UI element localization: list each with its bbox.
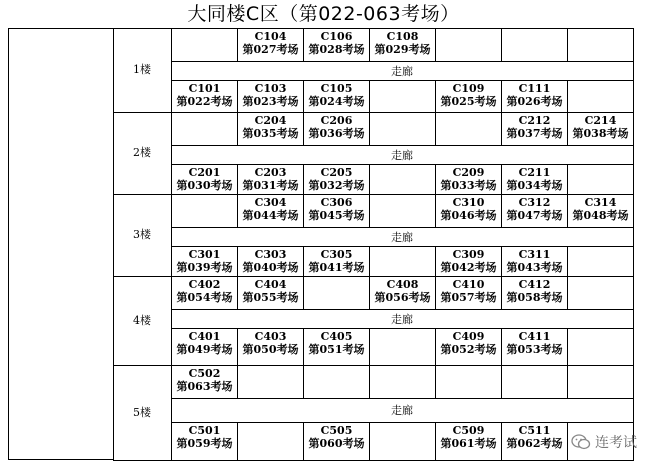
room-number: C304 [254, 196, 287, 209]
room-cell [237, 164, 304, 195]
exam-room: 第057考场 [440, 291, 497, 304]
room-cell [303, 80, 370, 113]
room-number: C410 [452, 278, 485, 291]
room-cell [369, 422, 436, 461]
exam-room: 第022考场 [176, 95, 233, 108]
room-cell [435, 328, 502, 366]
exam-room: 第058考场 [506, 291, 563, 304]
room-cell [237, 365, 304, 399]
room-number: C411 [518, 330, 551, 343]
exam-room: 第059考场 [176, 437, 233, 450]
exam-room: 第034考场 [506, 179, 563, 192]
floor-label: 4楼 [133, 313, 151, 327]
watermark [571, 432, 637, 452]
room-number: C408 [386, 278, 419, 291]
room-number: C501 [188, 424, 221, 437]
room-number: C214 [584, 114, 617, 127]
room-number: C205 [320, 166, 353, 179]
room-number: C305 [320, 248, 353, 261]
room-number: C103 [254, 82, 287, 95]
corridor-label: 走廊 [391, 404, 413, 417]
room-cell [501, 28, 568, 62]
room-cell [303, 276, 370, 310]
floor-label: 1楼 [133, 63, 151, 76]
room-cell [171, 422, 238, 461]
room-cell [369, 112, 436, 146]
room-cell [369, 328, 436, 366]
room-cell [435, 365, 502, 399]
exam-room: 第050考场 [242, 343, 299, 356]
room-number: C412 [518, 278, 551, 291]
room-cell [303, 422, 370, 461]
room-cell [303, 246, 370, 277]
room-cell [501, 365, 568, 399]
exam-room: 第044考场 [242, 209, 299, 222]
room-cell [435, 422, 502, 461]
exam-room: 第043考场 [506, 261, 563, 274]
room-number: C301 [188, 248, 221, 261]
corridor-label: 走廊 [391, 64, 413, 78]
exam-room: 第038考场 [572, 127, 629, 140]
room-cell [171, 28, 238, 62]
floor-label: 3楼 [133, 228, 151, 241]
room-cell [171, 80, 238, 113]
room-number: C502 [188, 367, 221, 380]
room-cell [567, 194, 634, 228]
room-cell [501, 276, 568, 310]
exam-room: 第061考场 [440, 437, 497, 450]
exam-room: 第042考场 [440, 261, 497, 274]
exam-room: 第026考场 [506, 95, 563, 108]
room-number: C409 [452, 330, 485, 343]
room-cell [171, 276, 238, 310]
exam-room: 第028考场 [308, 43, 365, 56]
exam-room: 第049考场 [176, 343, 233, 356]
room-number: C511 [518, 424, 551, 437]
exam-room: 第025考场 [440, 95, 497, 108]
exam-room: 第055考场 [242, 291, 299, 304]
room-cell [501, 246, 568, 277]
room-cell [237, 246, 304, 277]
room-number: C505 [320, 424, 353, 437]
exam-room: 第024考场 [308, 95, 365, 108]
room-cell [237, 276, 304, 310]
room-cell [567, 28, 634, 62]
exam-room: 第062考场 [506, 437, 563, 450]
room-cell [435, 164, 502, 195]
room-cell [303, 194, 370, 228]
exam-room: 第054考场 [176, 291, 233, 304]
room-number: C306 [320, 196, 353, 209]
exam-room: 第023考场 [242, 95, 299, 108]
room-cell [567, 328, 634, 366]
room-cell [237, 422, 304, 461]
room-number: C111 [518, 82, 551, 95]
room-number: C104 [254, 30, 287, 43]
room-number: C314 [584, 196, 617, 209]
room-cell [303, 328, 370, 366]
room-cell [567, 246, 634, 277]
exam-room: 第030考场 [176, 179, 233, 192]
room-cell [567, 164, 634, 195]
room-cell [501, 80, 568, 113]
corridor-label: 走廊 [391, 312, 413, 326]
room-cell [369, 276, 436, 310]
room-number: C109 [452, 82, 485, 95]
page-title: 大同楼C区（第022-063考场） [187, 3, 460, 25]
exam-room: 第046考场 [440, 209, 497, 222]
room-cell [501, 164, 568, 195]
corridor-label: 走廊 [391, 148, 413, 162]
exam-room: 第029考场 [374, 43, 431, 56]
room-cell [171, 112, 238, 146]
corridor-label: 走廊 [391, 230, 413, 244]
floor-label: 2楼 [133, 146, 151, 159]
room-number: C403 [254, 330, 287, 343]
exam-room: 第040考场 [242, 261, 299, 274]
room-number: C404 [254, 278, 287, 291]
exam-room: 第063考场 [176, 380, 233, 393]
exam-room: 第039考场 [176, 261, 233, 274]
room-cell [303, 365, 370, 399]
room-cell [237, 112, 304, 146]
watermark-text: 连考试 [595, 435, 637, 451]
room-cell [501, 112, 568, 146]
room-number: C405 [320, 330, 353, 343]
exam-room: 第052考场 [440, 343, 497, 356]
room-number: C312 [518, 196, 551, 209]
exam-room: 第041考场 [308, 261, 365, 274]
room-cell [369, 194, 436, 228]
room-number: C402 [188, 278, 221, 291]
room-cell [171, 164, 238, 195]
room-number: C310 [452, 196, 485, 209]
room-cell [171, 365, 238, 399]
room-cell [435, 112, 502, 146]
exam-room: 第027考场 [242, 43, 299, 56]
room-cell [369, 164, 436, 195]
room-cell [435, 28, 502, 62]
room-number: C101 [188, 82, 221, 95]
exam-room: 第056考场 [374, 291, 431, 304]
exam-room: 第051考场 [308, 343, 365, 356]
exam-room: 第048考场 [572, 209, 629, 222]
room-cell [171, 328, 238, 366]
exam-room: 第037考场 [506, 127, 563, 140]
room-cell [303, 164, 370, 195]
room-number: C209 [452, 166, 485, 179]
exam-room: 第053考场 [506, 343, 563, 356]
room-cell [171, 246, 238, 277]
room-cell [237, 80, 304, 113]
room-number: C201 [188, 166, 221, 179]
room-cell [237, 28, 304, 62]
exam-room: 第047考场 [506, 209, 563, 222]
room-number: C108 [386, 30, 419, 43]
room-cell [567, 276, 634, 310]
room-number: C401 [188, 330, 221, 343]
room-number: C303 [254, 248, 287, 261]
room-cell [501, 328, 568, 366]
exam-room: 第035考场 [242, 127, 299, 140]
room-cell [171, 194, 238, 228]
room-cell [303, 112, 370, 146]
room-number: C212 [518, 114, 551, 127]
room-cell [369, 80, 436, 113]
room-cell [435, 80, 502, 113]
room-number: C311 [518, 248, 551, 261]
room-cell [501, 194, 568, 228]
room-cell [435, 194, 502, 228]
room-number: C309 [452, 248, 485, 261]
room-cell [567, 112, 634, 146]
exam-room: 第031考场 [242, 179, 299, 192]
room-number: C206 [320, 114, 353, 127]
exam-room: 第060考场 [308, 437, 365, 450]
room-cell [567, 80, 634, 113]
room-cell [435, 276, 502, 310]
room-cell [237, 194, 304, 228]
room-number: C204 [254, 114, 287, 127]
room-number: C509 [452, 424, 485, 437]
room-cell [369, 28, 436, 62]
room-cell [303, 28, 370, 62]
exam-room: 第032考场 [308, 179, 365, 192]
floor-label: 5楼 [133, 405, 151, 419]
room-number: C106 [320, 30, 353, 43]
room-cell [435, 246, 502, 277]
room-number: C211 [518, 166, 551, 179]
room-cell [369, 246, 436, 277]
exam-room: 第045考场 [308, 209, 365, 222]
room-cell [567, 365, 634, 399]
wechat-icon [571, 434, 591, 450]
room-number: C203 [254, 166, 287, 179]
exam-room: 第033考场 [440, 179, 497, 192]
room-cell [501, 422, 568, 461]
room-cell [369, 365, 436, 399]
exam-room: 第036考场 [308, 127, 365, 140]
room-number: C105 [320, 82, 353, 95]
room-cell [237, 328, 304, 366]
